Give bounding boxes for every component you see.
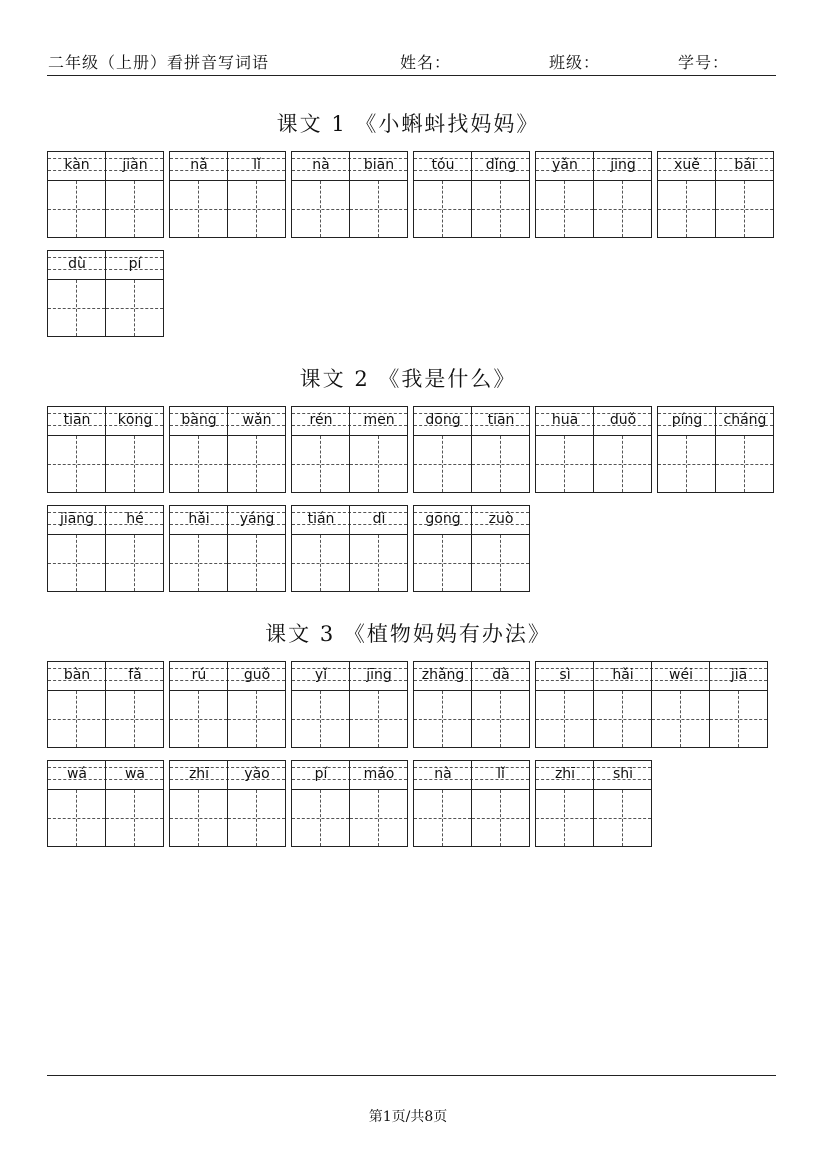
guide-line-horizontal (536, 209, 593, 210)
word-box (169, 406, 286, 493)
word-box (413, 661, 530, 748)
guide-line-horizontal (536, 464, 593, 465)
cell-divider (227, 180, 228, 237)
pinyin-syllable: tóu (431, 157, 455, 173)
pinyin-syllable: wa (124, 766, 146, 782)
guide-line-horizontal (658, 209, 715, 210)
guide-line-horizontal (536, 818, 593, 819)
cell-divider (105, 435, 106, 492)
cell-divider (471, 435, 472, 492)
pinyin-syllable: rén (309, 412, 333, 428)
word-box (535, 661, 768, 748)
cell-divider (227, 789, 228, 846)
pinyin-syllable: jiàn (122, 157, 148, 173)
cell-divider (349, 435, 350, 492)
cell-divider (471, 180, 472, 237)
word-box (291, 760, 408, 847)
pinyin-syllable: tiān (487, 412, 515, 428)
pinyin-syllable: píng (671, 412, 703, 428)
pinyin-syllable: guǒ (243, 667, 271, 683)
pinyin-syllable: dì (372, 511, 386, 527)
guide-line-horizontal (414, 818, 471, 819)
word-box (169, 151, 286, 238)
pinyin-syllable: wéi (669, 667, 693, 683)
guide-line-horizontal (472, 818, 529, 819)
pinyin-syllable: gōng (425, 511, 461, 527)
pinyin-syllable: zhī (554, 766, 576, 782)
cell-divider (593, 435, 594, 492)
guide-line-horizontal (228, 209, 285, 210)
guide-line-horizontal (472, 563, 529, 564)
word-box (291, 406, 408, 493)
word-box (413, 151, 530, 238)
pinyin-syllable: yǎn (552, 157, 578, 173)
cell-divider (349, 534, 350, 591)
footer-divider (47, 1075, 776, 1076)
guide-line-horizontal (652, 719, 709, 720)
page-number: 第1页/共8页 (368, 1109, 448, 1125)
pinyin-syllable: hé (126, 511, 144, 527)
cell-divider (715, 180, 716, 237)
guide-line-horizontal (414, 563, 471, 564)
pinyin-syllable: bái (734, 157, 756, 173)
pinyin-syllable: wá (66, 766, 88, 782)
word-box (169, 505, 286, 592)
pinyin-syllable: hǎi (612, 667, 634, 683)
word-box (47, 406, 164, 493)
pinyin-syllable: shi (612, 766, 634, 782)
cell-divider (227, 534, 228, 591)
lesson-2-title: 课文 2 《我是什么》 (299, 367, 517, 391)
cell-divider (227, 690, 228, 747)
guide-line-horizontal (170, 818, 227, 819)
word-box (535, 406, 652, 493)
cell-divider (105, 534, 106, 591)
pinyin-syllable: cháng (723, 412, 767, 428)
guide-line-horizontal (350, 209, 407, 210)
guide-line-horizontal (414, 719, 471, 720)
guide-line-horizontal (48, 563, 105, 564)
cell-divider (105, 789, 106, 846)
guide-line-horizontal (106, 209, 163, 210)
guide-line-horizontal (228, 563, 285, 564)
cell-divider (349, 789, 350, 846)
guide-line-horizontal (292, 563, 349, 564)
pinyin-syllable: wǎn (242, 412, 272, 428)
pinyin-syllable: huā (551, 412, 579, 428)
guide-line-horizontal (594, 464, 651, 465)
guide-line-horizontal (536, 719, 593, 720)
pinyin-syllable: tiān (63, 412, 91, 428)
pinyin-syllable: xuě (674, 157, 700, 173)
guide-line-horizontal (716, 464, 773, 465)
guide-line-horizontal (48, 308, 105, 309)
worksheet-title: 二年级（上册）看拼音写词语 (48, 53, 270, 72)
guide-line-horizontal (414, 209, 471, 210)
guide-line-horizontal (292, 209, 349, 210)
guide-line-horizontal (228, 464, 285, 465)
pinyin-syllable: kōng (117, 412, 153, 428)
guide-line-horizontal (170, 209, 227, 210)
word-box (657, 151, 774, 238)
pinyin-syllable: yào (244, 766, 270, 782)
pinyin-syllable: dōng (425, 412, 461, 428)
guide-line-horizontal (414, 464, 471, 465)
guide-line-horizontal (292, 464, 349, 465)
word-box (169, 760, 286, 847)
guide-line-horizontal (106, 719, 163, 720)
pinyin-syllable: jiā (730, 667, 748, 683)
cell-divider (471, 534, 472, 591)
word-box (47, 760, 164, 847)
pinyin-syllable: jing (610, 157, 636, 173)
guide-line-horizontal (292, 719, 349, 720)
guide-line-horizontal (658, 464, 715, 465)
pinyin-syllable: duǒ (609, 412, 637, 428)
guide-line-horizontal (716, 209, 773, 210)
student-number-label: 学号： (678, 53, 730, 72)
pinyin-syllable: zhǎng (421, 667, 465, 683)
word-box (291, 151, 408, 238)
pinyin-syllable: lǐ (497, 766, 505, 782)
guide-line-horizontal (228, 818, 285, 819)
guide-line-horizontal (594, 818, 651, 819)
cell-divider (349, 180, 350, 237)
pinyin-syllable: hǎi (188, 511, 210, 527)
pinyin-syllable: tián (307, 511, 335, 527)
worksheet-header (47, 46, 776, 76)
pinyin-syllable: men (363, 412, 395, 428)
pinyin-syllable: pí (128, 256, 142, 272)
pinyin-syllable: pí (314, 766, 328, 782)
word-box (47, 250, 164, 337)
pinyin-syllable: jīng (366, 667, 392, 683)
word-box (47, 505, 164, 592)
cell-divider (105, 180, 106, 237)
pinyin-syllable: lǐ (253, 157, 261, 173)
pinyin-syllable: bàng (181, 412, 217, 428)
guide-line-horizontal (594, 209, 651, 210)
word-box (47, 151, 164, 238)
pinyin-syllable: nǎ (190, 157, 208, 173)
guide-line-horizontal (350, 563, 407, 564)
pinyin-syllable: bàn (63, 667, 91, 683)
guide-line-horizontal (350, 818, 407, 819)
cell-divider (593, 789, 594, 846)
word-box (413, 760, 530, 847)
pinyin-syllable: jiāng (59, 511, 95, 527)
word-box (47, 661, 164, 748)
cell-divider (349, 690, 350, 747)
pinyin-syllable: kàn (64, 157, 90, 173)
class-label: 班级： (549, 53, 601, 72)
guide-line-horizontal (292, 818, 349, 819)
word-box (535, 151, 652, 238)
guide-line-horizontal (106, 818, 163, 819)
guide-line-horizontal (350, 719, 407, 720)
guide-line-horizontal (48, 464, 105, 465)
pinyin-syllable: dà (492, 667, 510, 683)
guide-line-horizontal (48, 818, 105, 819)
word-box (657, 406, 774, 493)
guide-line-horizontal (350, 464, 407, 465)
cell-divider (593, 690, 594, 747)
word-box (291, 661, 408, 748)
cell-divider (471, 789, 472, 846)
word-box (291, 505, 408, 592)
guide-line-horizontal (228, 719, 285, 720)
pinyin-syllable: rú (191, 667, 207, 683)
guide-line-horizontal (170, 719, 227, 720)
pinyin-syllable: máo (363, 766, 395, 782)
cell-divider (105, 279, 106, 336)
guide-line-horizontal (48, 209, 105, 210)
pinyin-syllable: dù (68, 256, 86, 272)
guide-line-horizontal (48, 719, 105, 720)
guide-line-horizontal (710, 719, 767, 720)
guide-line-horizontal (472, 719, 529, 720)
pinyin-syllable: dǐng (485, 157, 517, 173)
pinyin-syllable: yǐ (314, 667, 328, 683)
cell-divider (651, 690, 652, 747)
word-box (413, 406, 530, 493)
pinyin-syllable: nà (434, 766, 452, 782)
cell-divider (715, 435, 716, 492)
cell-divider (471, 690, 472, 747)
pinyin-syllable: biān (363, 157, 395, 173)
pinyin-syllable: sì (559, 667, 571, 683)
word-box (413, 505, 530, 592)
guide-line-horizontal (106, 308, 163, 309)
word-box (169, 661, 286, 748)
pinyin-syllable: zhī (188, 766, 210, 782)
name-label: 姓名： (400, 53, 452, 72)
guide-line-horizontal (472, 464, 529, 465)
lesson-1-title: 课文 1 《小蝌蚪找妈妈》 (276, 112, 540, 136)
cell-divider (227, 435, 228, 492)
cell-divider (593, 180, 594, 237)
guide-line-horizontal (106, 464, 163, 465)
guide-line-horizontal (594, 719, 651, 720)
word-box (535, 760, 652, 847)
pinyin-syllable: yáng (239, 511, 275, 527)
guide-line-horizontal (472, 209, 529, 210)
cell-divider (709, 690, 710, 747)
guide-line-horizontal (170, 464, 227, 465)
pinyin-syllable: nà (312, 157, 330, 173)
guide-line-horizontal (106, 563, 163, 564)
pinyin-syllable: zuò (488, 511, 514, 527)
lesson-3-title: 课文 3 《植物妈妈有办法》 (265, 622, 551, 646)
cell-divider (105, 690, 106, 747)
guide-line-horizontal (170, 563, 227, 564)
pinyin-syllable: fǎ (128, 667, 142, 683)
